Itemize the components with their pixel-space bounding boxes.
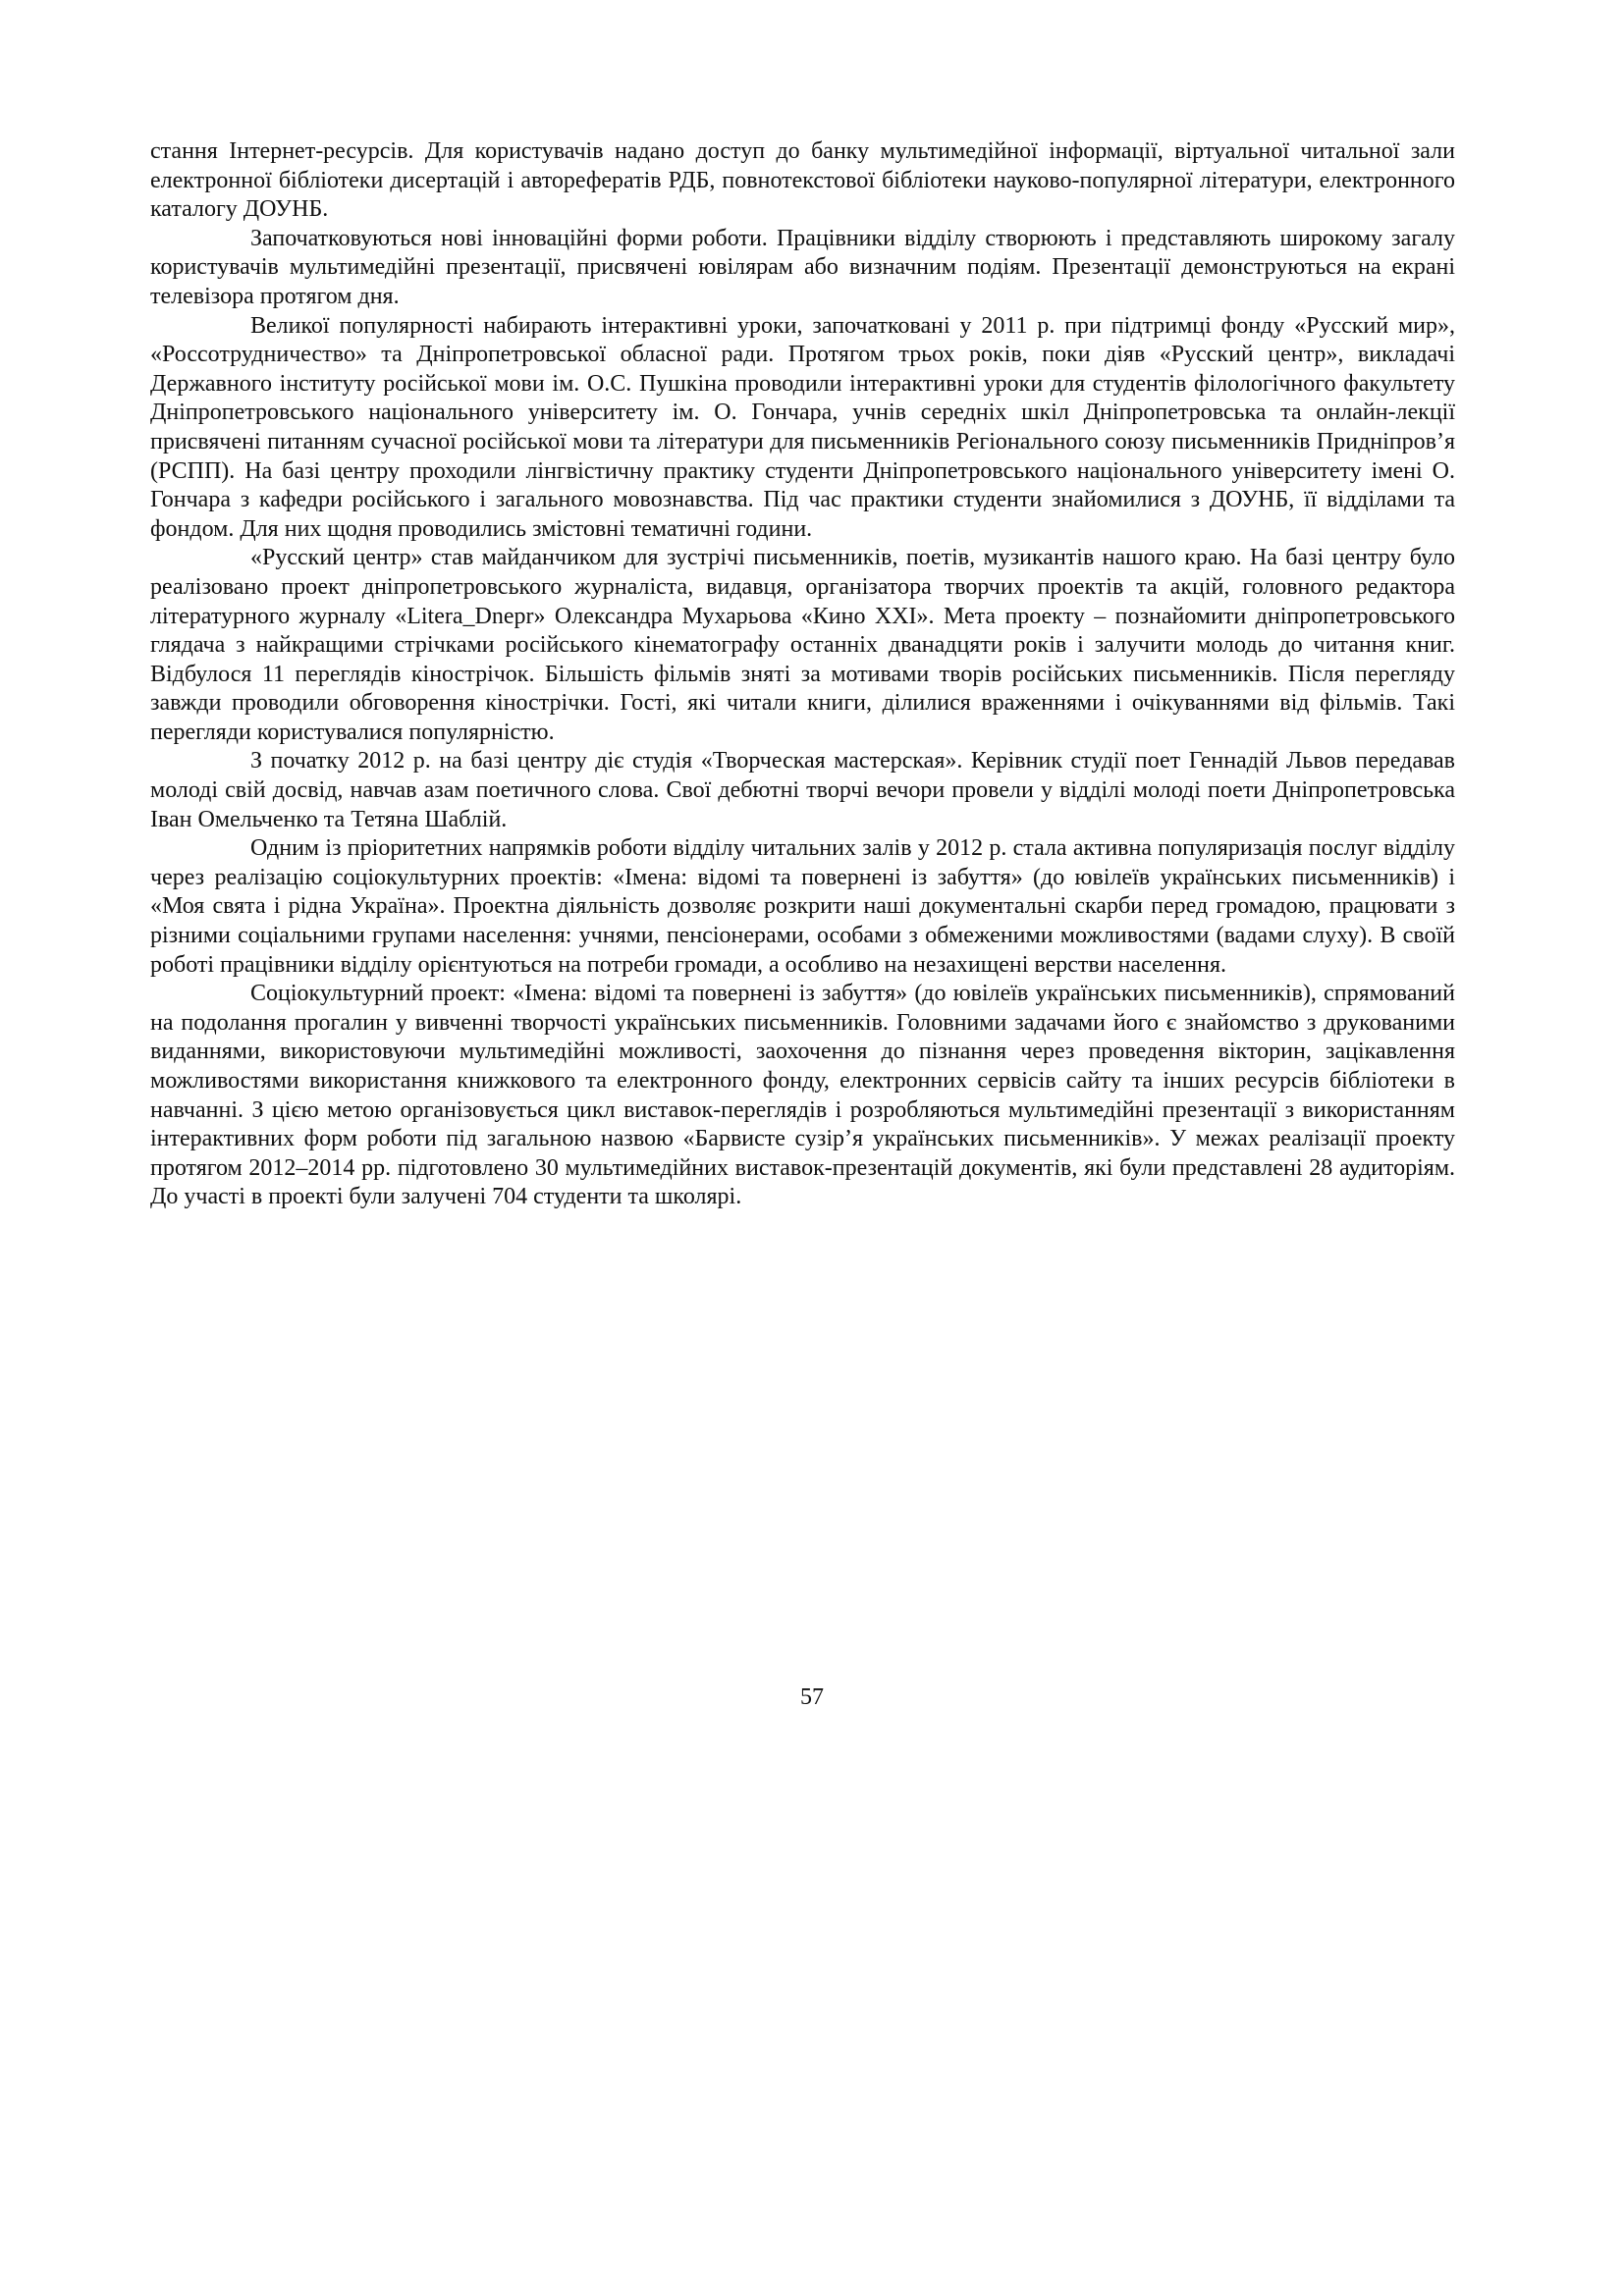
paragraph-innovative-forms: Започатковуються нові інноваційні форми роботи. Працівники відділу створюють і представляють широкому загалу користувачів мультимедійні презентації, присвячені ювілярам або визначним подіям. Презентації демонструються на екрані телевізора протягом дня. <box>150 225 1455 309</box>
paragraph-russian-center: «Русский центр» став майданчиком для зустрічі письменників, поетів, музикантів нашого краю. На базі центру було реалізовано проект дніпропетровського журналіста, видавця, організатора творчих проектів та акцій, головного редактора літературного журналу «Litera_Dnepr» Олександра Мухарьова «Кино XXI». Мета проекту – познайомити дніпропетровського глядача з найкращими стрічками російського кінематографу останніх дванадцяти років і залучити молодь до читання книг. Відбулося 11 переглядів кінострічок. Більшість фільмів зняті за мотивами творів російських письменників. Після перегляду завжди проводили обговорення кінострічки. Гості, які читали книги, ділилися враженнями і очікуваннями від фільмів. Такі перегляди користувалися популярністю. <box>150 545 1455 745</box>
paragraph-interactive-lessons: Великої популярності набирають інтерактивні уроки, започатковані у 2011 р. при підтримці фонду «Русский мир», «Россотрудничество» та Дніпропетровської обласної ради. Протягом трьох років, поки діяв «Русский центр», викладачі Державного інституту російської мови ім. О.С. Пушкіна проводили інтерактивні уроки для студентів філологічного факультету Дніпропетровського національного університету ім. О. Гончара, учнів середніх шкіл Дніпропетровська та онлайн-лекції присвячені питанням сучасної російської мови та літератури для письменників Регіонального союзу письменників Придніпров’я (РСПП). На базі центру проходили лінгвістичну практику студенти Дніпропетровського національного університету імені О. Гончара з кафедри російського і загального мовознавства. Під час практики студенти знайомилися з ДОУНБ, її відділами та фондом. Для них щодня проводились змістовні тематичні години. <box>150 312 1455 542</box>
paragraph-creative-studio: З початку 2012 р. на базі центру діє студія «Творческая мастерская». Керівник студії поет Геннадій Львов передавав молоді свій досвід, навчав азам поетичного слова. Свої дебютні творчі вечори провели у відділі молоді поети Дніпропетровська Іван Омельченко та Тетяна Шаблій. <box>150 748 1455 832</box>
body-text <box>150 137 1455 1212</box>
paragraph-priority-directions: Одним із пріоритетних напрямків роботи відділу читальних залів у 2012 р. стала активна популяризація послуг відділу через реалізацію соціокультурних проектів: «Імена: відомі та повернені із забуття» (до ювілеїв українських письменників) і «Моя свята і рідна Україна». Проектна діяльність дозволяє розкрити наші документальні скарби перед громадою, працювати з різними соціальними групами населення: учнями, пенсіонерами, особами з обмеженими можливостями (вадами слуху). В своїй роботі працівники відділу орієнтуються на потреби громади, а особливо на незахищені верстви населення. <box>150 835 1455 978</box>
page-number: 57 <box>800 1684 824 1710</box>
paragraph-sociocultural-project: Соціокультурний проект: «Імена: відомі та повернені із забуття» (до ювілеїв українських письменників), спрямований на подолання прогалин у вивченні творчості українських письменників. Головними задачами його є знайомство з друкованими виданнями, використовуючи мультимедійні можливості, заохочення до пізнання через проведення вікторин, зацікавлення можливостями використання книжкового та електронного фонду, електронних сервісів сайту та інших ресурсів бібліотеки в навчанні. З цією метою організовується цикл виставок-переглядів і розробляються мультимедійні презентації з використанням інтерактивних форм роботи під загальною назвою «Барвисте сузір’я українських письменників». У межах реалізації проекту протягом 2012–2014 рр. підготовлено 30 мультимедійних виставок-презентацій документів, які були представлені 28 аудиторіям. До участі в проекті були залучені 704 студенти та школярі. <box>150 981 1455 1210</box>
paragraph-internet-resources: стання Інтернет-ресурсів. Для користувачів надано доступ до банку мультимедійної інформації, віртуальної читальної зали електронної бібліотеки дисертацій і авторефератів РДБ, повнотекстової бібліотеки науково-популярної літератури, електронного каталогу ДОУНБ. <box>150 138 1455 223</box>
